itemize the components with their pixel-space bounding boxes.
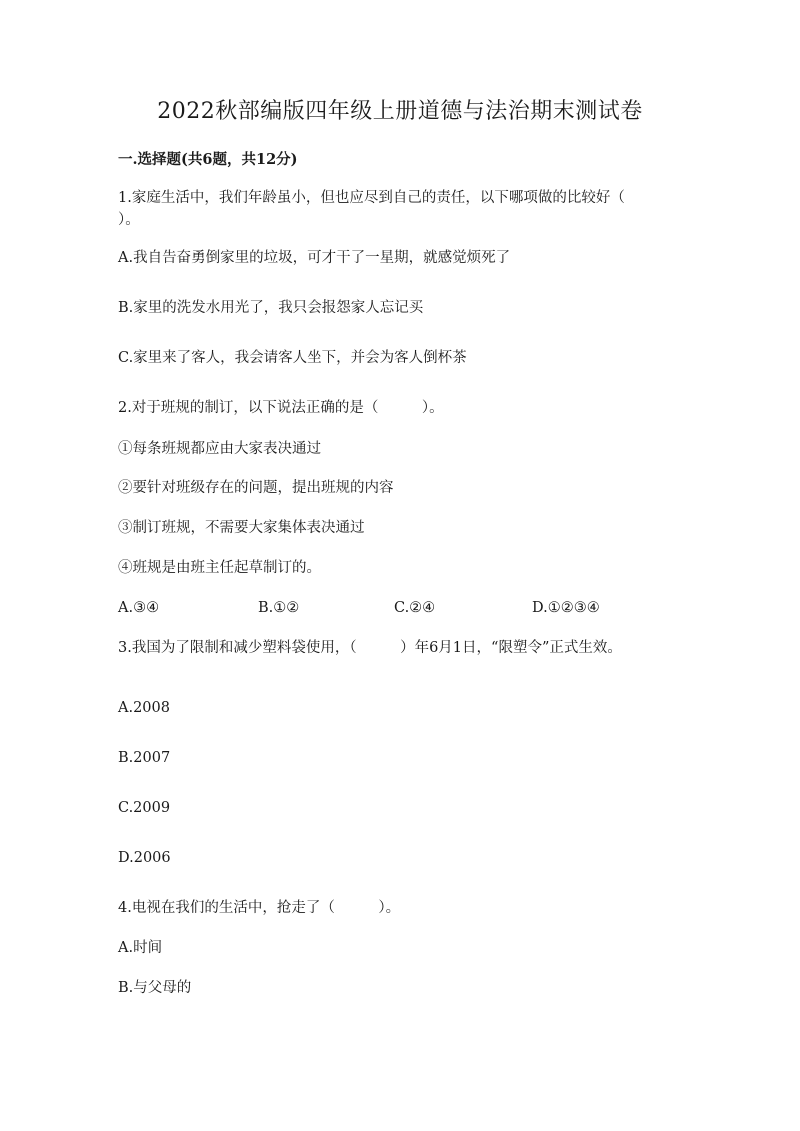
section-heading: 一.选择题(共6题，共12分): [118, 151, 298, 168]
question-2-statement-4: ④班规是由班主任起草制订的。: [118, 560, 321, 576]
question-2-option-c: C.②④: [394, 600, 436, 616]
question-3-option-d: D.2006: [118, 850, 171, 866]
question-2-option-d: D.①②③④: [532, 600, 600, 616]
question-4-stem: 4.电视在我们的生活中，抢走了（ ）。: [118, 900, 401, 916]
question-3-option-b: B.2007: [118, 750, 171, 766]
page-title: 2022秋部编版四年级上册道德与法治期末测试卷: [157, 99, 643, 124]
question-2-option-a: A.③④: [118, 600, 160, 616]
question-4-option-b: B.与父母的: [118, 980, 192, 996]
question-2-statement-1: ①每条班规都应由大家表决通过: [118, 441, 321, 457]
question-2-stem: 2.对于班规的制订，以下说法正确的是（ ）。: [118, 400, 444, 416]
question-2-option-b: B.①②: [258, 600, 300, 616]
question-3-option-a: A.2008: [118, 700, 170, 716]
question-2-statement-2: ②要针对班级存在的问题，提出班规的内容: [118, 480, 394, 496]
question-1-option-b: B.家里的洗发水用光了，我只会报怨家人忘记买: [118, 300, 424, 316]
question-2-options: [118, 597, 678, 619]
question-1-option-c: C.家里来了客人，我会请客人坐下，并会为客人倒杯茶: [118, 350, 467, 366]
question-1-stem: 1.家庭生活中，我们年龄虽小，但也应尽到自己的责任，以下哪项做的比较好（ ）。: [118, 190, 669, 228]
question-4-option-a: A.时间: [118, 940, 163, 956]
question-3-stem: 3.我国为了限制和减少塑料袋使用，（ ）年6月1日，“限塑令”正式生效。: [118, 640, 622, 656]
question-1-option-a: A.我自告奋勇倒家里的垃圾，可才干了一星期，就感觉烦死了: [118, 250, 511, 266]
question-3-option-c: C.2009: [118, 800, 171, 816]
question-2-statement-3: ③制订班规，不需要大家集体表决通过: [118, 520, 365, 536]
